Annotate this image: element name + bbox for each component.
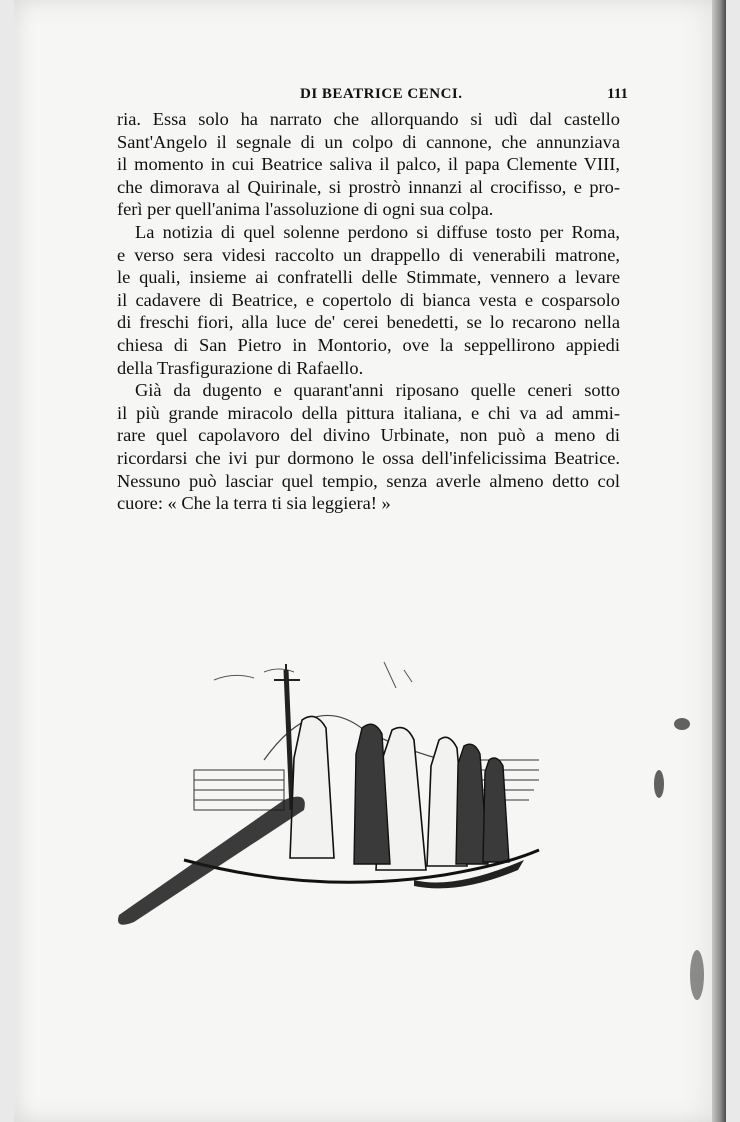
text-line: Nessuno può lasciar quel tempio, senza averle almeno detto col: [117, 470, 620, 491]
page-edge: [712, 0, 726, 1122]
body-text: [117, 108, 620, 515]
text-line: Sant'Angelo il segnale di un colpo di cannone, che annunziava: [117, 131, 620, 152]
text-line: della Trasfigurazione di Rafaello.: [117, 357, 364, 378]
text-line: La notizia di quel solenne perdono si diffuse tosto per Roma,: [135, 221, 620, 242]
text-line: il momento in cui Beatrice saliva il palco, il papa Clemente VIII,: [117, 154, 620, 175]
text-line: e verso sera videsi raccolto un drappello di venerabili matrone,: [117, 244, 620, 265]
text-line: rare quel capolavoro del divino Urbinate, non può a meno di: [117, 425, 620, 446]
ink-stain: [674, 718, 690, 730]
text-line: il cadavere di Beatrice, e copertolo di bianca vesta e cosparsolo: [117, 289, 620, 310]
text-line: le quali, insieme ai confratelli delle Stimmate, vennero a levare: [117, 267, 620, 288]
procession-engraving-icon: [114, 650, 554, 930]
text-line: ria. Essa solo ha narrato che allorquando si udì dal castello: [117, 109, 620, 129]
text-line: il più grande miracolo della pittura italiana, e chi va ad ammi-: [117, 402, 620, 423]
text-line: che dimorava al Quirinale, si prostrò innanzi al crocifisso, e pro-: [117, 176, 620, 197]
paragraph-2: [117, 221, 620, 379]
text-line: chiesa di San Pietro in Montorio, ove la seppellirono appiedi: [117, 334, 620, 355]
ink-stain: [690, 950, 704, 1000]
text-line: di freschi fiori, alla luce de' cerei benedetti, se lo recarono nella: [117, 312, 620, 333]
text-line: Già da dugento e quarant'anni riposano quelle ceneri sotto: [135, 380, 620, 401]
running-title: DI BEATRICE CENCI.: [300, 86, 463, 102]
ink-stain: [654, 770, 664, 798]
paragraph-3: [117, 379, 620, 515]
page-number: 111: [607, 86, 628, 102]
paragraph-1: [117, 108, 620, 221]
book-page: [14, 0, 726, 1122]
text-line: ricordarsi che ivi pur dormono le ossa dell'infelicissima Beatrice.: [117, 447, 620, 468]
text-line: cuore: « Che la terra ti sia leggiera! »: [117, 493, 391, 514]
text-line: ferì per quell'anima l'assoluzione di ogni sua colpa.: [117, 199, 494, 220]
running-header: [104, 86, 634, 106]
